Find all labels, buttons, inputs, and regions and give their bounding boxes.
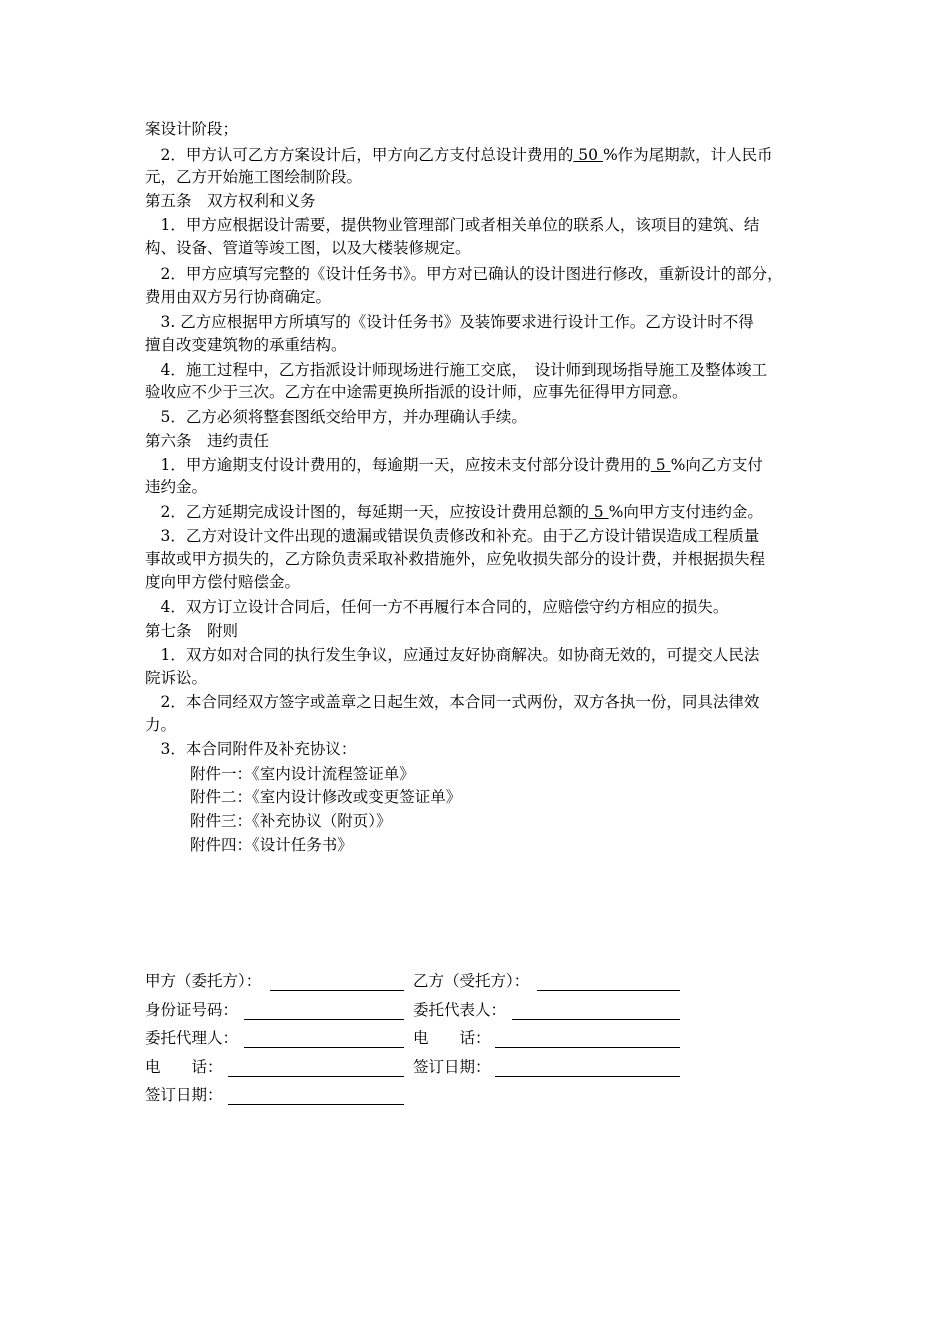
clause-6-2-line — [145, 501, 763, 523]
representative-label: 委托代表人： — [413, 1001, 507, 1019]
paragraph-line: 构、设备、管道等竣工图，以及大楼装修规定。 — [145, 239, 471, 257]
clause-text: 2．乙方延期完成设计图的，每延期一天，应按设计费用总额的 — [145, 503, 589, 521]
id-number-field[interactable] — [244, 1019, 404, 1020]
article-7-title: 第七条 附则 — [145, 622, 239, 640]
clause-4-2-line-1 — [145, 144, 773, 166]
clause-text: 1．甲方逾期支付设计费用的，每逾期一天，应按未支付部分设计费用的 — [145, 456, 651, 474]
clause-text: 2．甲方认可乙方方案设计后，甲方向乙方支付总设计费用的 — [145, 146, 574, 164]
party-b-date-field[interactable] — [495, 1076, 680, 1077]
party-a-label: 甲方（委托方）： — [145, 972, 262, 990]
annex-item: 附件二：《室内设计修改或变更签证单》 — [190, 788, 462, 806]
paragraph-line: 事故或甲方损失的，乙方除负责采取补救措施外，应免收损失部分的设计费，并根据损失程 — [145, 550, 766, 568]
party-b-phone-field[interactable] — [495, 1047, 680, 1048]
annex-item: 附件四：《设计任务书》 — [190, 836, 353, 854]
paragraph-line: 5．乙方必须将整套图纸交给甲方，并办理确认手续。 — [145, 408, 527, 426]
paragraph-line: 违约金。 — [145, 478, 208, 496]
paragraph-line: 3. 乙方应根据甲方所填写的《设计任务书》及装饰要求进行设计工作。乙方设计时不得 — [145, 313, 754, 331]
article-5-title: 第五条 双方权利和义务 — [145, 192, 316, 210]
party-b-field[interactable] — [537, 990, 680, 991]
paragraph-line: 费用由双方另行协商确定。 — [145, 288, 332, 306]
paragraph-line: 4．双方订立设计合同后，任何一方不再履行本合同的，应赔偿守约方相应的损失。 — [145, 598, 729, 616]
article-6-title: 第六条 违约责任 — [145, 432, 270, 450]
paragraph-line: 4．施工过程中，乙方指派设计师现场进行施工交底， 设计师到现场指导施工及整体竣工 — [145, 361, 768, 379]
paragraph-line: 擅自改变建筑物的承重结构。 — [145, 336, 347, 354]
paragraph-line: 2．本合同经双方签字或盖章之日起生效，本合同一式两份，双方各执一份，同具法律效 — [145, 693, 760, 711]
paragraph-line: 元，乙方开始施工图绘制阶段。 — [145, 168, 363, 186]
agent-field[interactable] — [244, 1047, 404, 1048]
agent-label: 委托代理人： — [145, 1029, 239, 1047]
paragraph-line: 院诉讼。 — [145, 669, 208, 687]
id-number-label: 身份证号码： — [145, 1001, 239, 1019]
percentage-value: 50 — [573, 146, 603, 164]
paragraph-line: 1．双方如对合同的执行发生争议，应通过友好协商解决。如协商无效的，可提交人民法 — [145, 646, 760, 664]
annex-item: 附件一：《室内设计流程签证单》 — [190, 765, 415, 783]
paragraph-line: 2．甲方应填写完整的《设计任务书》。甲方对已确认的设计图进行修改，重新设计的部分， — [145, 265, 783, 283]
clause-6-1-line-1 — [145, 454, 763, 476]
paragraph-line: 3．乙方对设计文件出现的遗漏或错误负责修改和补充。由于乙方设计错误造成工程质量 — [145, 527, 760, 545]
annex-item: 附件三：《补充协议（附页）》 — [190, 812, 392, 830]
party-a-date-label: 签订日期： — [145, 1086, 223, 1104]
paragraph-line: 3．本合同附件及补充协议： — [145, 740, 357, 758]
paragraph-line: 案设计阶段； — [145, 120, 239, 138]
party-a-phone-label: 电 话： — [145, 1058, 223, 1076]
clause-text: %作为尾期款，计人民币 — [602, 146, 773, 164]
percentage-value: 5 — [588, 503, 609, 521]
party-a-field[interactable] — [270, 990, 404, 991]
paragraph-line: 度向甲方偿付赔偿金。 — [145, 573, 301, 591]
paragraph-line: 验收应不少于三次。乙方在中途需更换所指派的设计师，应事先征得甲方同意。 — [145, 383, 688, 401]
clause-text: %向乙方支付 — [670, 456, 763, 474]
party-b-date-label: 签订日期： — [413, 1058, 491, 1076]
party-a-phone-field[interactable] — [228, 1076, 404, 1077]
percentage-value: 5 — [650, 456, 671, 474]
paragraph-line: 力。 — [145, 716, 177, 734]
party-b-label: 乙方（受托方）： — [413, 972, 530, 990]
party-a-date-field[interactable] — [228, 1104, 404, 1105]
representative-field[interactable] — [512, 1019, 680, 1020]
party-b-phone-label: 电 话： — [413, 1029, 491, 1047]
paragraph-line: 1．甲方应根据设计需要，提供物业管理部门或者相关单位的联系人，该项目的建筑、结 — [145, 216, 760, 234]
clause-text: %向甲方支付违约金。 — [608, 503, 763, 521]
